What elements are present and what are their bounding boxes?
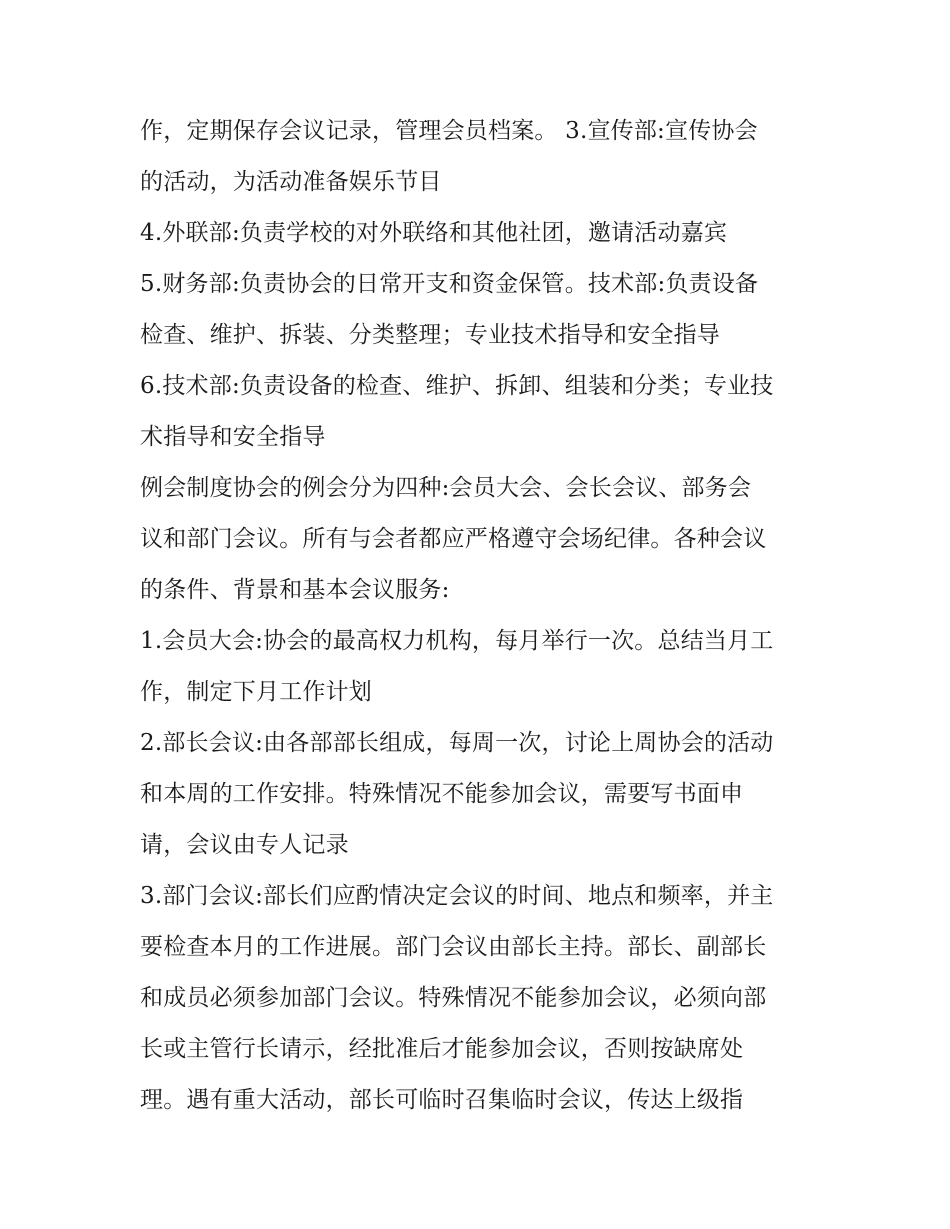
text-line: 例会制度协会的例会分为四种:会员大会、会长会议、部务会 <box>140 475 752 501</box>
text-line: 6.技术部:负责设备的检查、维护、拆卸、组装和分类；专业技 <box>140 373 774 399</box>
text-line: 的活动，为活动准备娱乐节目 <box>140 169 442 195</box>
text-line: 4.外联部:负责学校的对外联络和其他社团，邀请活动嘉宾 <box>140 220 728 246</box>
text-line: 5.财务部:负责协会的日常开支和资金保管。技术部:负责设备 <box>140 271 759 297</box>
text-line: 和本周的工作安排。特殊情况不能参加会议，需要写书面申 <box>140 781 744 807</box>
text-line: 作，定期保存会议记录，管理会员档案。 3.宣传部:宣传协会 <box>140 118 758 144</box>
text-line: 作，制定下月工作计划 <box>140 679 372 705</box>
text-line: 2.部长会议:由各部部长组成，每周一次，讨论上周协会的活动 <box>140 730 774 756</box>
text-line: 术指导和安全指导 <box>140 424 326 450</box>
text-line: 理。遇有重大活动，部长可临时召集临时会议，传达上级指 <box>140 1087 744 1113</box>
text-line: 检查、维护、拆装、分类整理；专业技术指导和安全指导 <box>140 322 720 348</box>
text-line: 3.部门会议:部长们应酌情决定会议的时间、地点和频率，并主 <box>140 883 774 909</box>
text-line: 要检查本月的工作进展。部门会议由部长主持。部长、副部长 <box>140 934 767 960</box>
text-line: 的条件、背景和基本会议服务: <box>140 577 450 603</box>
document-body <box>140 106 820 1126</box>
text-line: 和成员必须参加部门会议。特殊情况不能参加会议，必须向部 <box>140 985 767 1011</box>
text-line: 议和部门会议。所有与会者都应严格遵守会场纪律。各种会议 <box>140 526 767 552</box>
text-line: 1.会员大会:协会的最高权力机构，每月举行一次。总结当月工 <box>140 628 774 654</box>
text-line: 长或主管行长请示，经批准后才能参加会议，否则按缺席处 <box>140 1036 744 1062</box>
text-line: 请，会议由专人记录 <box>140 832 349 858</box>
